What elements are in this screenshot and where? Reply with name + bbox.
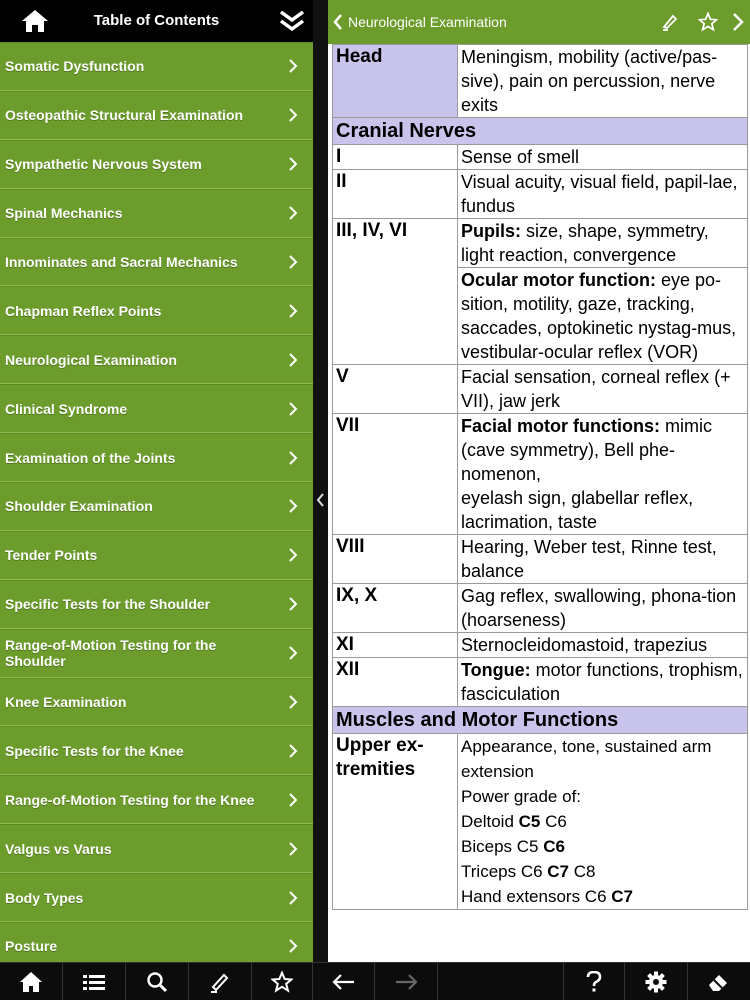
tongue-text: motor functions, trophism, fasciculation — [461, 660, 743, 704]
chevron-right-icon — [287, 891, 299, 905]
neuro-exam-table — [332, 44, 748, 910]
row-key: V — [333, 365, 458, 414]
toc-item[interactable] — [0, 726, 313, 775]
highlight-pen-icon[interactable] — [660, 12, 680, 32]
chevron-right-icon — [287, 402, 299, 416]
toc-item[interactable] — [0, 580, 313, 629]
toc-item[interactable] — [0, 189, 313, 238]
chevron-right-icon — [287, 255, 299, 269]
home-icon — [19, 971, 43, 993]
facial-text-2: eyelash sign, glabellar reflex, lacrimation, taste — [461, 488, 694, 532]
biceps-line — [461, 834, 745, 859]
deltoid-line — [461, 809, 745, 834]
toc-item-label: Tender Points — [5, 547, 98, 564]
toc-item[interactable] — [0, 824, 313, 873]
toc-item[interactable] — [0, 433, 313, 482]
chevron-right-icon — [287, 793, 299, 807]
next-chevron-icon[interactable] — [728, 12, 748, 32]
content-panel — [328, 0, 750, 962]
toc-item[interactable] — [0, 42, 313, 91]
root-rest: C8 — [569, 862, 596, 881]
toc-item[interactable] — [0, 91, 313, 140]
row-key: Head — [333, 45, 458, 118]
toc-item-label: Osteopathic Structural Examination — [5, 107, 244, 124]
toc-item[interactable] — [0, 140, 313, 189]
row-key: XI — [333, 633, 458, 658]
row-key: XII — [333, 658, 458, 707]
toc-item-label: Shoulder Examination — [5, 498, 153, 515]
toolbar-settings-button[interactable] — [625, 963, 688, 1000]
hand-extensors-line — [461, 884, 745, 909]
row-value: Hearing, Weber test, Rinne test, balance — [458, 535, 748, 584]
sidebar-header — [0, 0, 313, 42]
toc-item[interactable] — [0, 629, 313, 678]
toc-item-label: Sympathetic Nervous System — [5, 156, 202, 173]
root-bold: C6 — [543, 837, 565, 856]
toc-list — [0, 42, 313, 971]
root-bold: C7 — [547, 862, 570, 881]
help-icon — [586, 971, 602, 993]
toolbar-favorites-button[interactable] — [252, 963, 313, 1000]
toolbar-list-button[interactable] — [63, 963, 126, 1000]
section-heading-row — [333, 118, 748, 145]
toc-item-label: Chapman Reflex Points — [5, 302, 162, 319]
root-rest: C6 — [540, 812, 567, 831]
eraser-icon — [707, 971, 731, 993]
table-row — [333, 584, 748, 633]
toc-item-label: Clinical Syndrome — [5, 400, 128, 417]
page-title[interactable]: Neurological Examination — [348, 14, 507, 30]
chevron-right-icon — [287, 157, 299, 171]
list-icon — [82, 973, 106, 991]
collapse-chevrons-icon[interactable] — [278, 8, 306, 34]
root-bold: C7 — [611, 887, 633, 906]
toolbar-search-button[interactable] — [126, 963, 189, 1000]
toc-item[interactable] — [0, 531, 313, 580]
section-heading-row — [333, 707, 748, 734]
row-key: VIII — [333, 535, 458, 584]
sidebar-title: Table of Contents — [93, 12, 220, 29]
toc-item-label: Range-of-Motion Testing for the Knee — [5, 791, 255, 808]
toc-item-label: Specific Tests for the Knee — [5, 742, 184, 759]
row-value: Gag reflex, swallowing, phona-tion (hoarseness) — [458, 584, 748, 633]
favorite-star-icon[interactable] — [698, 12, 718, 32]
toc-item-label: Range-of-Motion Testing for the Shoulder — [5, 637, 217, 670]
document-body — [332, 44, 748, 962]
chevron-right-icon — [287, 499, 299, 513]
upper-line-1: Appearance, tone, sustained arm extension — [461, 737, 712, 781]
chevron-right-icon — [287, 206, 299, 220]
row-key: II — [333, 170, 458, 219]
bottom-toolbar — [0, 962, 750, 1000]
table-row — [333, 170, 748, 219]
row-value: Visual acuity, visual field, papil-lae, fundus — [458, 170, 748, 219]
root-bold: C5 — [518, 812, 541, 831]
row-value — [458, 658, 748, 707]
muscle-name: Hand extensors C6 — [461, 887, 612, 906]
chevron-right-icon — [287, 646, 299, 660]
table-row — [333, 45, 748, 118]
toc-item-label: Examination of the Joints — [5, 449, 176, 466]
toc-item-label: Body Types — [5, 889, 84, 906]
tongue-term: Tongue: — [461, 660, 531, 680]
upper-line-2: Power grade of: — [461, 787, 582, 806]
arrow-left-icon — [332, 973, 356, 991]
muscle-name: Biceps C5 — [461, 837, 544, 856]
toolbar-eraser-button[interactable] — [688, 963, 750, 1000]
toc-item-label: Somatic Dysfunction — [5, 58, 145, 75]
divider-chevron-left-icon[interactable] — [315, 492, 325, 508]
facial-term: Facial motor functions: — [461, 416, 661, 436]
section-heading: Cranial Nerves — [333, 118, 748, 145]
gear-icon — [645, 971, 667, 993]
toc-item[interactable] — [0, 238, 313, 287]
split-divider[interactable] — [313, 0, 328, 962]
muscle-name: Deltoid — [461, 812, 519, 831]
toolbar-spacer — [438, 963, 564, 1000]
ocular-text: eye po-sition, motility, gaze, tracking, saccades, optokinetic nystag-mus, vestibular-ocular reflex (VOR) — [461, 270, 737, 362]
toc-item[interactable] — [0, 873, 313, 922]
chevron-right-icon — [287, 548, 299, 562]
search-icon — [146, 971, 168, 993]
highlight-pen-icon — [209, 971, 231, 993]
toc-item[interactable] — [0, 384, 313, 433]
chevron-right-icon — [287, 108, 299, 122]
toc-item-label: Specific Tests for the Shoulder — [5, 596, 211, 613]
row-value: Sense of smell — [458, 145, 748, 170]
facial-text: mimic (cave symmetry), Bell phe-nomenon, — [461, 416, 713, 484]
row-key: VII — [333, 414, 458, 535]
row-key: I — [333, 145, 458, 170]
chevron-right-icon — [287, 304, 299, 318]
table-row — [333, 658, 748, 707]
content-header — [328, 0, 750, 44]
toc-item-label: Neurological Examination — [5, 351, 177, 368]
toc-item[interactable] — [0, 775, 313, 824]
toc-item-label: Innominates and Sacral Mechanics — [5, 254, 238, 270]
chevron-right-icon — [287, 939, 299, 953]
row-value: Sternocleidomastoid, trapezius — [458, 633, 748, 658]
chevron-right-icon — [287, 597, 299, 611]
toc-item-label: Posture — [5, 938, 58, 955]
table-row — [333, 365, 748, 414]
arrow-right-icon — [394, 973, 418, 991]
chevron-right-icon — [287, 842, 299, 856]
star-icon — [271, 971, 293, 993]
toc-item[interactable] — [0, 286, 313, 335]
toc-item-label: Spinal Mechanics — [5, 205, 123, 222]
table-row — [333, 734, 748, 910]
table-row — [333, 219, 748, 365]
row-key: III, IV, VI — [333, 219, 458, 365]
triceps-line — [461, 859, 745, 884]
row-value: Meningism, mobility (active/pas-sive), pain on percussion, nerve exits — [458, 45, 748, 118]
toc-item-label: Knee Examination — [5, 694, 127, 711]
back-chevron-icon[interactable] — [332, 13, 344, 31]
toolbar-home-button[interactable] — [0, 963, 63, 1000]
row-key: Upper ex-tremities — [333, 734, 458, 910]
table-row — [333, 633, 748, 658]
ocular-term: Ocular motor function: — [461, 270, 656, 290]
toc-item[interactable] — [0, 482, 313, 531]
pupils-text: size, shape, symmetry, light reaction, convergence — [461, 221, 709, 265]
chevron-right-icon — [287, 353, 299, 367]
pupils-term: Pupils: — [461, 221, 522, 241]
chevron-right-icon — [287, 695, 299, 709]
row-value — [458, 734, 748, 910]
row-value — [458, 219, 748, 365]
toc-item[interactable] — [0, 335, 313, 384]
toolbar-highlight-button[interactable] — [189, 963, 252, 1000]
table-row — [333, 414, 748, 535]
chevron-right-icon — [287, 744, 299, 758]
muscle-name: Triceps C6 — [461, 862, 548, 881]
row-value: Facial sensation, corneal reflex (+ VII), jaw jerk — [458, 365, 748, 414]
table-row — [333, 535, 748, 584]
section-heading: Muscles and Motor Functions — [333, 707, 748, 734]
toc-item-label: Valgus vs Varus — [5, 840, 112, 857]
table-of-contents-panel — [0, 0, 313, 962]
row-value — [458, 414, 748, 535]
row-key: IX, X — [333, 584, 458, 633]
toc-item[interactable] — [0, 678, 313, 727]
chevron-right-icon — [287, 451, 299, 465]
table-row — [333, 145, 748, 170]
chevron-right-icon — [287, 59, 299, 73]
toolbar-help-button[interactable] — [564, 963, 625, 1000]
toolbar-back-button[interactable] — [313, 963, 375, 1000]
toolbar-forward-button[interactable] — [375, 963, 438, 1000]
